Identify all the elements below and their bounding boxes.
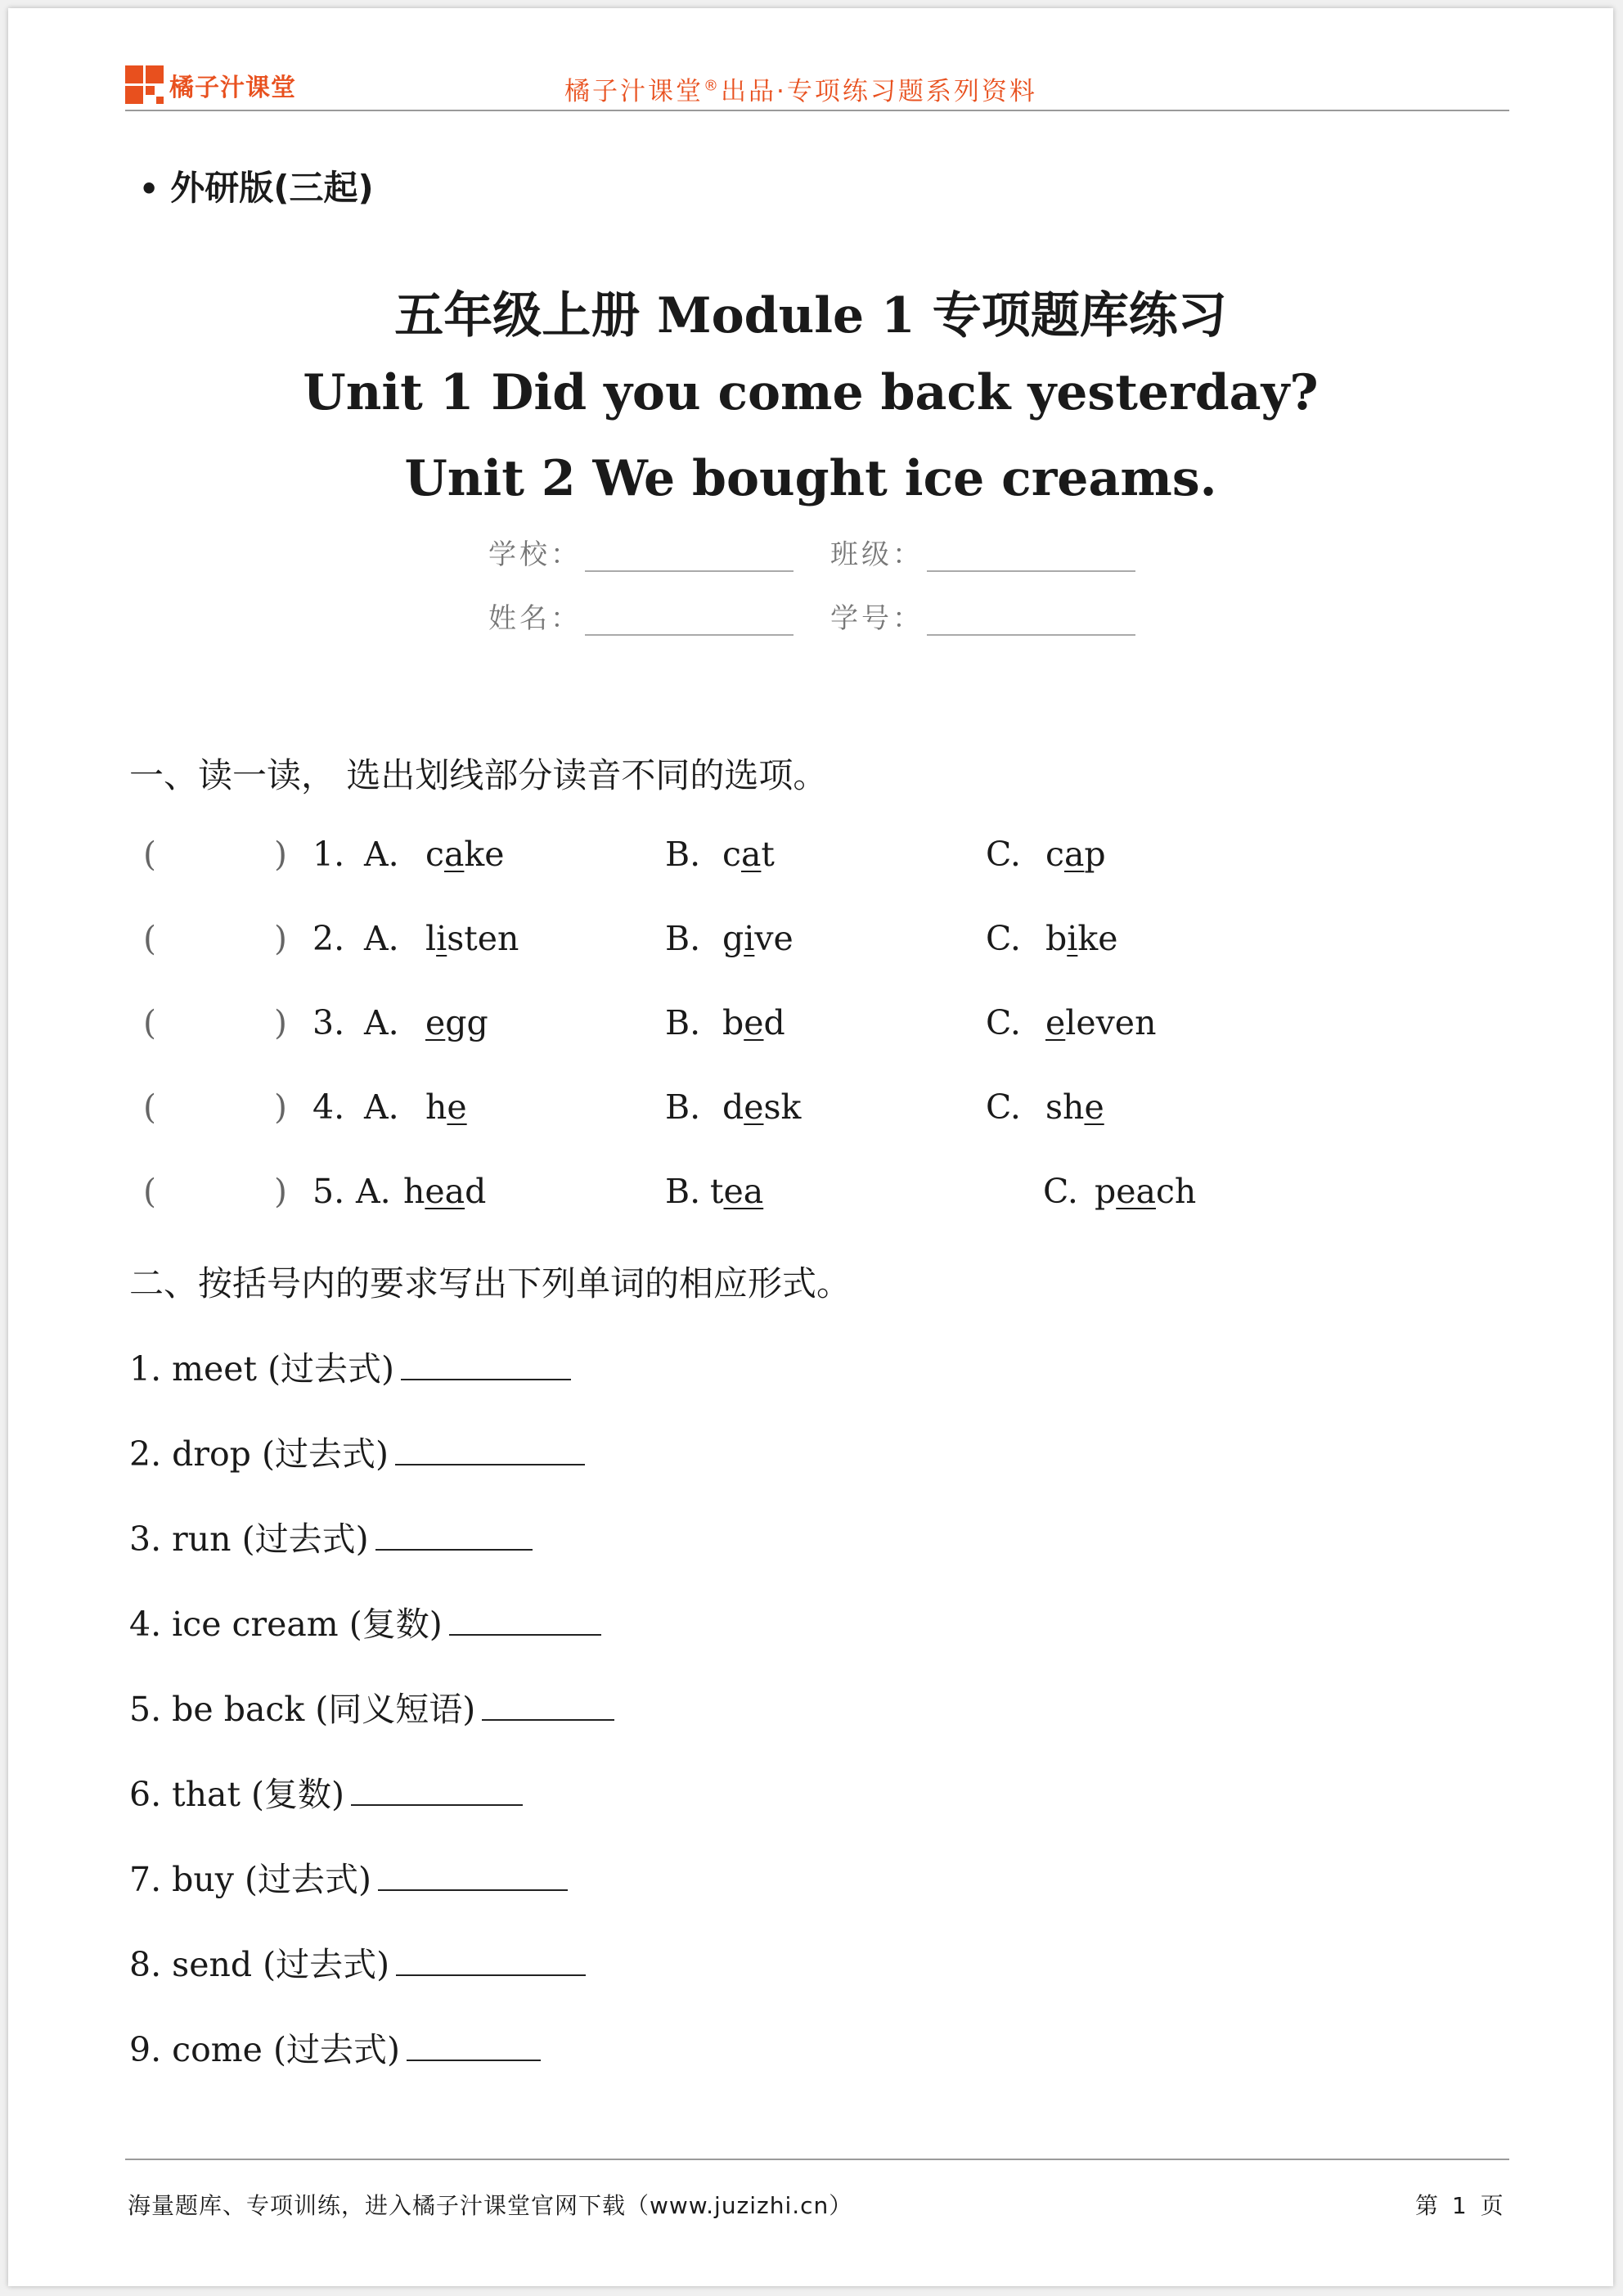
underlined-letters: e <box>744 1003 764 1042</box>
name-blank[interactable] <box>585 610 794 636</box>
word-suffix: ve <box>754 919 794 958</box>
underlined-letters: i <box>436 919 447 958</box>
question-row <box>143 1003 1534 1052</box>
word-suffix: gg <box>445 1003 488 1042</box>
option-c-label: C. <box>986 835 1021 874</box>
answer-blank[interactable] <box>407 2030 541 2061</box>
answer-blank[interactable] <box>375 1519 533 1551</box>
option-a-word <box>425 1087 467 1127</box>
word-prefix: sh <box>1045 1087 1085 1127</box>
word-prefix: c <box>1045 835 1064 874</box>
option-c-word <box>1095 1172 1196 1211</box>
word-prefix: c <box>425 835 444 874</box>
header-divider <box>125 110 1509 111</box>
option-a-label: A. <box>364 1087 399 1127</box>
logo-text: 橘子汁课堂 <box>169 74 296 102</box>
option-a-word <box>425 1003 488 1042</box>
option-c-label: C. <box>986 1087 1021 1127</box>
number-label: 学号： <box>830 602 924 635</box>
fill-item-text: 1. meet (过去式) <box>129 1349 395 1389</box>
question-row <box>143 835 1534 884</box>
underlined-letters: a <box>740 835 762 874</box>
word-prefix: b <box>1045 919 1068 958</box>
fill-item <box>129 2023 541 2071</box>
answer-paren-open[interactable]: ( <box>143 835 156 874</box>
option-b-label: B. <box>665 835 701 874</box>
fill-item <box>129 1938 586 1986</box>
fill-item <box>129 1512 533 1560</box>
word-suffix: ke <box>464 835 505 874</box>
option-c-word <box>1045 1087 1104 1127</box>
underlined-letters: ea <box>723 1172 764 1211</box>
bullet-icon: • <box>139 171 160 207</box>
underlined-letters: e <box>1084 1087 1104 1127</box>
answer-paren-close[interactable]: ) <box>274 1087 287 1127</box>
fill-item-text: 9. come (过去式) <box>129 2030 400 2069</box>
answer-paren-open[interactable]: ( <box>143 1172 156 1211</box>
underlined-letters: a <box>443 835 465 874</box>
answer-paren-open[interactable]: ( <box>143 1087 156 1127</box>
option-a-label: A. <box>364 835 399 874</box>
word-suffix: t <box>761 835 775 874</box>
answer-paren-close[interactable]: ) <box>274 1172 287 1211</box>
word-prefix: h <box>403 1172 425 1211</box>
underlined-letters: ea <box>425 1172 465 1211</box>
fill-item-text: 6. that (复数) <box>129 1775 344 1814</box>
word-suffix: leven <box>1065 1003 1157 1042</box>
option-b-word <box>722 919 794 958</box>
word-prefix: d <box>722 1087 744 1127</box>
unit1-title: Unit 1 Did you come back yesterday? <box>303 364 1319 421</box>
answer-paren-close[interactable]: ) <box>274 919 287 958</box>
option-c-word <box>1045 1003 1156 1042</box>
fill-item-text: 2. drop (过去式) <box>129 1434 389 1474</box>
edition-text: 外研版(三起) <box>170 168 374 208</box>
underlined-letters: i <box>1067 919 1078 958</box>
answer-blank[interactable] <box>401 1349 571 1380</box>
word-suffix: ch <box>1155 1172 1197 1211</box>
option-a-label: A. <box>364 1003 399 1042</box>
registered-mark: ® <box>704 77 721 95</box>
option-a-word <box>425 835 505 874</box>
edition-label <box>139 161 374 210</box>
option-c-word <box>1045 919 1117 958</box>
question-number: 1. <box>312 835 345 874</box>
underlined-letters: a <box>1063 835 1085 874</box>
word-suffix: sten <box>447 919 519 958</box>
word-suffix: sk <box>763 1087 802 1127</box>
worksheet-page <box>8 8 1613 2286</box>
fill-item-text: 7. buy (过去式) <box>129 1860 371 1899</box>
answer-blank[interactable] <box>449 1605 601 1636</box>
option-c-word <box>1045 835 1106 874</box>
number-blank[interactable] <box>927 610 1135 636</box>
footer-website-note: 海量题库、专项训练，进入橘子汁课堂官网下载（www.juzizhi.cn） <box>128 2192 853 2219</box>
section2-title: 二、按括号内的要求写出下列单词的相应形式。 <box>129 1263 852 1303</box>
question-number: 4. <box>312 1087 345 1127</box>
option-b-label: B. <box>665 919 701 958</box>
underlined-letters: e <box>744 1087 764 1127</box>
fill-item <box>129 1853 568 1901</box>
word-suffix: p <box>1084 835 1106 874</box>
fill-item <box>129 1767 523 1816</box>
word-suffix: d <box>465 1172 487 1211</box>
header-slogan <box>564 70 1037 107</box>
question-number: 3. <box>312 1003 345 1042</box>
school-label: 学校： <box>488 538 582 571</box>
word-prefix: b <box>722 1003 744 1042</box>
option-b-word <box>722 1087 801 1127</box>
underlined-letters: e <box>425 1003 446 1042</box>
question-number: 2. <box>312 919 345 958</box>
fill-item <box>129 1597 601 1645</box>
word-prefix: l <box>425 919 437 958</box>
class-blank[interactable] <box>927 546 1135 572</box>
answer-blank[interactable] <box>378 1860 568 1891</box>
class-field[interactable] <box>830 532 1135 572</box>
unit2-title: Unit 2 We bought ice creams. <box>404 450 1217 507</box>
option-a-label: A. <box>364 919 399 958</box>
word-suffix: ke <box>1077 919 1118 958</box>
underlined-letters: ea <box>1116 1172 1156 1211</box>
name-field[interactable] <box>488 596 794 636</box>
section1-title: 一、读一读， 选出划线部分读音不同的选项。 <box>129 755 828 795</box>
brand-logo <box>125 65 296 105</box>
logo-squares-icon <box>125 65 164 105</box>
page-number: 第 1 页 <box>1415 2192 1507 2219</box>
option-b-word <box>722 835 775 874</box>
footer-divider <box>125 2159 1509 2160</box>
fill-item <box>129 1682 614 1731</box>
underlined-letters: e <box>1045 1003 1066 1042</box>
option-c-label: C. <box>986 1003 1021 1042</box>
answer-paren-close[interactable]: ) <box>274 1003 287 1042</box>
school-blank[interactable] <box>585 546 794 572</box>
word-prefix: h <box>425 1087 447 1127</box>
option-b-word <box>722 1003 785 1042</box>
name-label: 姓名： <box>488 602 582 635</box>
fill-item <box>129 1427 585 1475</box>
option-b-label: B. <box>665 1003 701 1042</box>
main-title: 五年级上册 Module 1 专项题库练习 <box>394 287 1227 344</box>
answer-blank[interactable] <box>396 1945 586 1976</box>
slogan-rest: 出品·专项练习题系列资料 <box>721 77 1037 106</box>
school-field[interactable] <box>488 532 794 572</box>
answer-blank[interactable] <box>351 1775 523 1806</box>
underlined-letters: i <box>744 919 755 958</box>
answer-blank[interactable] <box>482 1690 614 1721</box>
word-prefix: t <box>710 1172 724 1211</box>
word-prefix: c <box>722 835 741 874</box>
option-c-label: C. <box>986 919 1021 958</box>
option-a-label: A. <box>356 1172 391 1211</box>
question-row <box>143 1087 1534 1137</box>
question-row <box>143 919 1534 968</box>
option-b-label: B. <box>665 1172 701 1211</box>
word-prefix: p <box>1095 1172 1117 1211</box>
question-number: 5. <box>312 1172 345 1211</box>
fill-item-text: 8. send (过去式) <box>129 1945 390 1984</box>
option-c-label: C. <box>1043 1172 1078 1211</box>
slogan-brand: 橘子汁课堂 <box>564 77 704 106</box>
option-b-word <box>710 1172 763 1211</box>
answer-paren-close[interactable]: ) <box>274 835 287 874</box>
answer-blank[interactable] <box>395 1434 585 1465</box>
option-a-word <box>403 1172 486 1211</box>
question-row <box>143 1172 1534 1221</box>
option-b-label: B. <box>665 1087 701 1127</box>
answer-paren-open[interactable]: ( <box>143 1003 156 1042</box>
underlined-letters: e <box>447 1087 467 1127</box>
class-label: 班级： <box>830 538 924 571</box>
fill-item <box>129 1342 571 1390</box>
fill-item-text: 4. ice cream (复数) <box>129 1605 443 1644</box>
word-suffix: d <box>763 1003 785 1042</box>
option-a-word <box>425 919 519 958</box>
number-field[interactable] <box>830 596 1135 636</box>
fill-item-text: 3. run (过去式) <box>129 1519 369 1559</box>
answer-paren-open[interactable]: ( <box>143 919 156 958</box>
fill-item-text: 5. be back (同义短语) <box>129 1690 476 1729</box>
word-prefix: g <box>722 919 744 958</box>
